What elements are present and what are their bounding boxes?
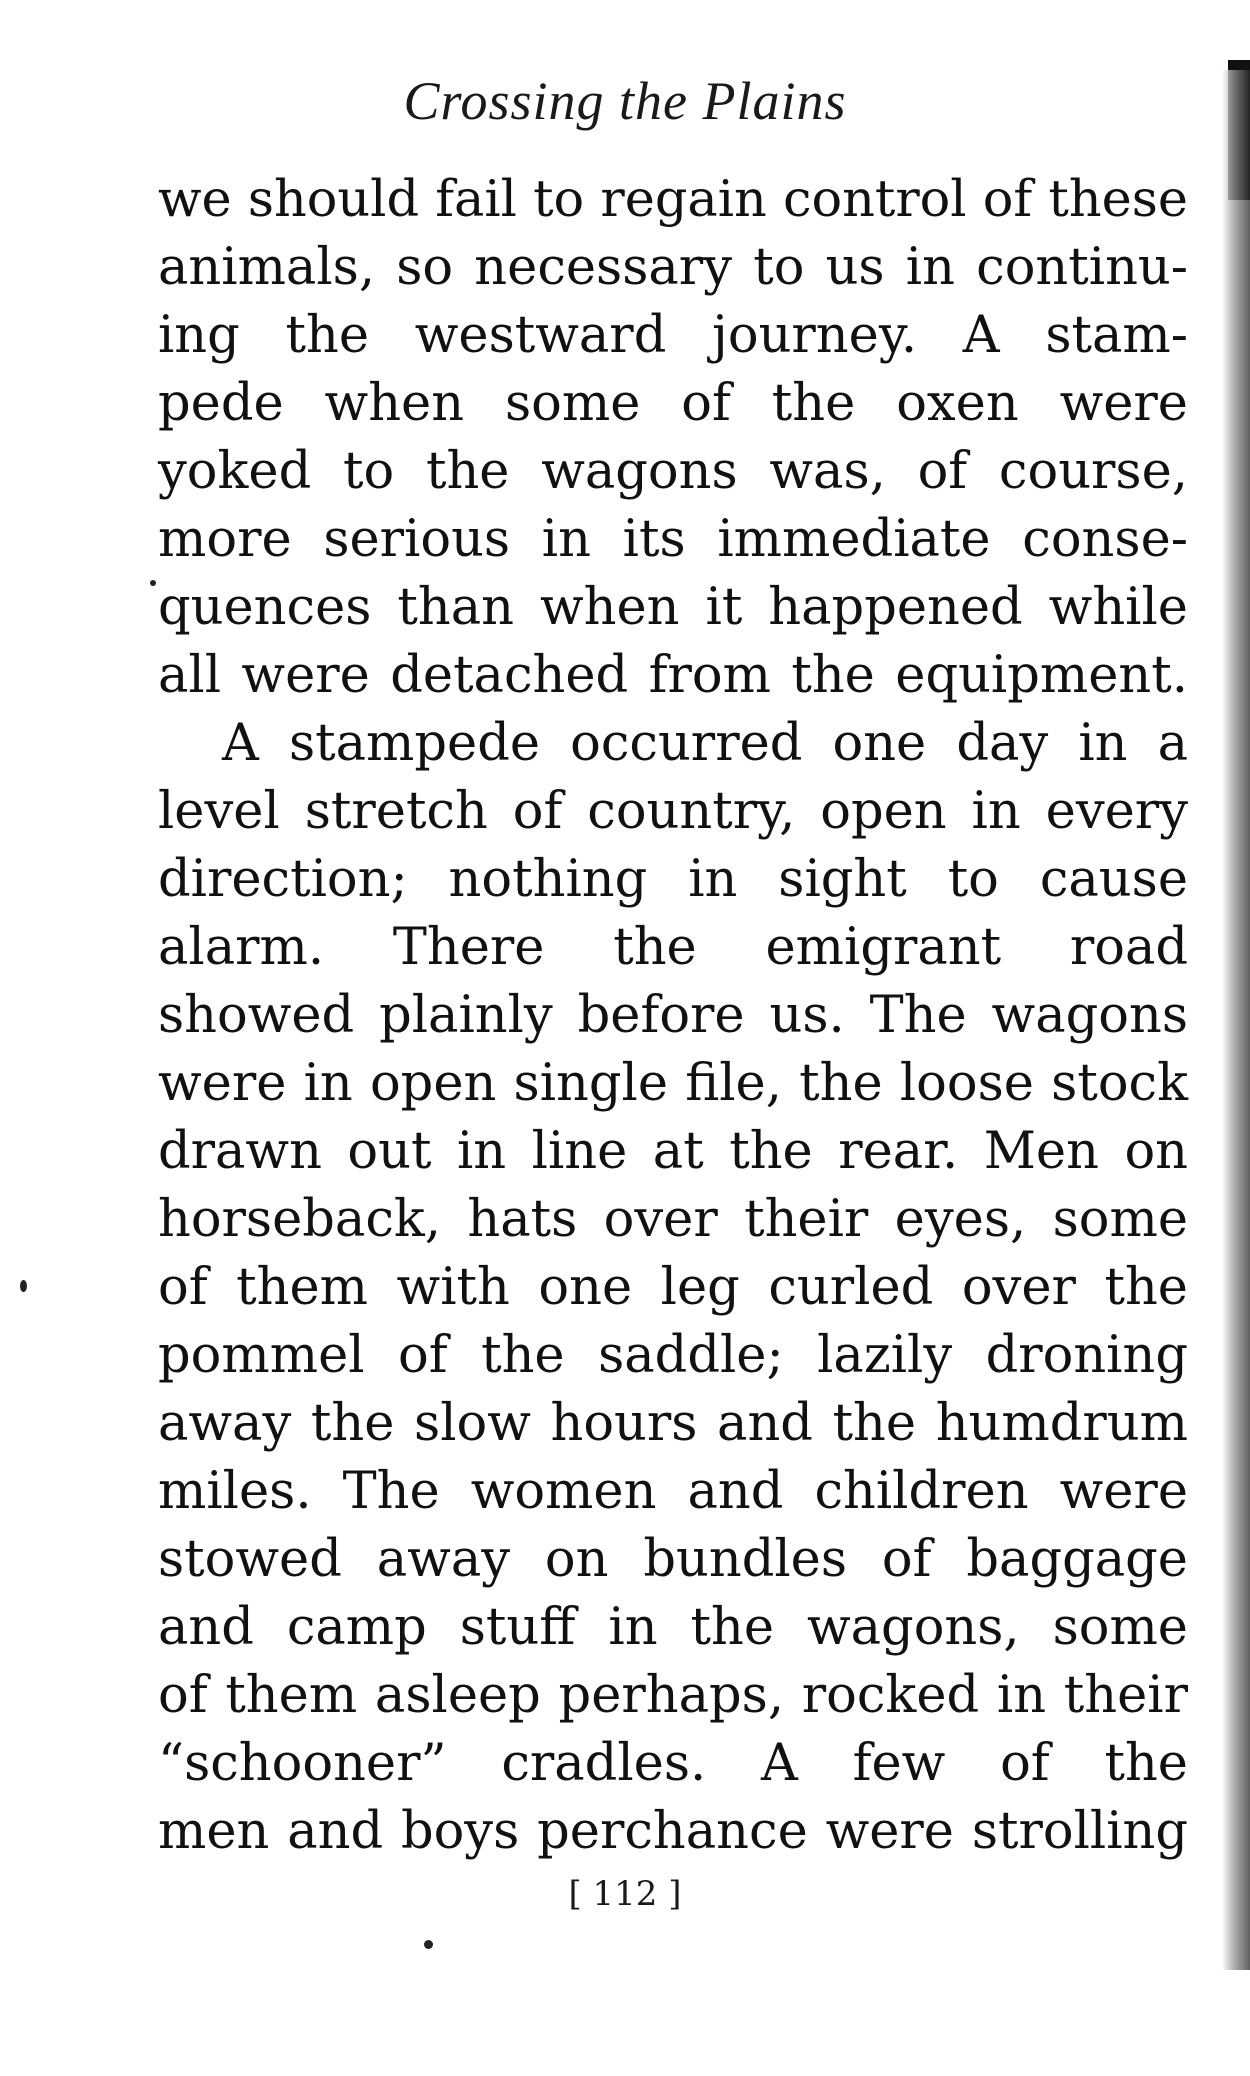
text-line: away the slow hours and the humdrum	[158, 1394, 1188, 1453]
text-line: pommel of the saddle; lazily droning	[158, 1326, 1188, 1385]
text-line: showed plainly before us. The wagons	[158, 986, 1188, 1045]
text-line: “schooner” cradles. A few of the	[158, 1734, 1188, 1793]
text-line: of them with one leg curled over the	[158, 1258, 1188, 1317]
text-line: animals, so necessary to us in continu-	[158, 238, 1188, 297]
text-line: ing the westward journey. A stam-	[158, 306, 1188, 365]
text-line: alarm. There the emigrant road	[158, 918, 1188, 977]
text-line: and camp stuff in the wagons, some	[158, 1598, 1188, 1657]
text-line: all were detached from the equipment.	[158, 646, 1188, 705]
scan-speck	[424, 1940, 433, 1949]
text-line: men and boys perchance were strolling	[158, 1802, 1188, 1861]
text-line: miles. The women and children were	[158, 1462, 1188, 1521]
scan-speck	[20, 1280, 27, 1292]
text-line: drawn out in line at the rear. Men on	[158, 1122, 1188, 1181]
text-line: we should fail to regain control of these	[158, 170, 1188, 229]
text-line: were in open single file, the loose stock	[158, 1054, 1188, 1113]
scan-speck	[150, 580, 156, 586]
text-line: more serious in its immediate conse-	[158, 510, 1188, 569]
text-line: horseback, hats over their eyes, some	[158, 1190, 1188, 1249]
body-text	[158, 166, 1188, 1866]
text-line: quences than when it happened while	[158, 578, 1188, 637]
scan-edge-shadow	[1222, 70, 1250, 1970]
text-line: A stampede occurred one day in a	[222, 714, 1188, 773]
text-line: yoked to the wagons was, of course,	[158, 442, 1188, 501]
page-number: [ 112 ]	[568, 1874, 682, 1914]
text-line: direction; nothing in sight to cause	[158, 850, 1188, 909]
text-line: level stretch of country, open in every	[158, 782, 1188, 841]
text-line: pede when some of the oxen were	[158, 374, 1188, 433]
text-line: of them asleep perhaps, rocked in their	[158, 1666, 1188, 1725]
running-header: Crossing the Plains	[403, 71, 847, 131]
text-line: stowed away on bundles of baggage	[158, 1530, 1188, 1589]
